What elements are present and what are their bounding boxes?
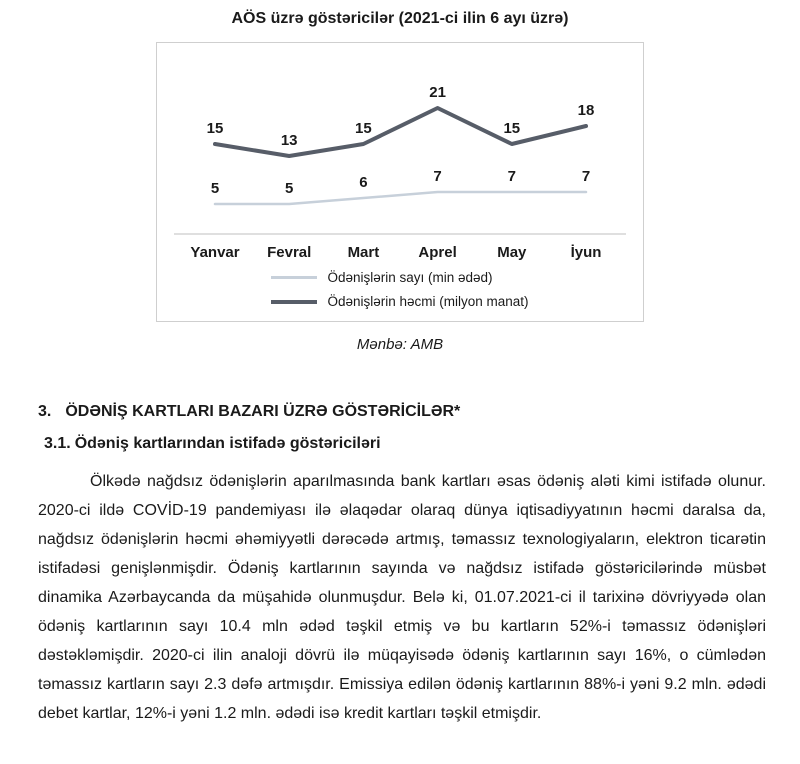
svg-text:7: 7 xyxy=(433,168,442,185)
svg-text:15: 15 xyxy=(355,120,372,137)
svg-text:5: 5 xyxy=(285,180,294,197)
svg-text:18: 18 xyxy=(577,102,595,119)
svg-text:13: 13 xyxy=(280,132,298,149)
section-heading xyxy=(38,403,800,421)
chart-title: AÖS üzrə göstəricilər (2021-ci ilin 6 ayı üzrə) xyxy=(231,10,569,27)
subsection-number: 3.1. xyxy=(44,435,71,452)
subsection-heading-text: Ödəniş kartlarından istifadə göstəriciləri xyxy=(74,435,381,452)
source-note: Mənbə: AMB xyxy=(356,336,444,353)
report-section xyxy=(0,403,800,728)
section-number: 3. xyxy=(38,403,52,420)
svg-text:Aprel: Aprel xyxy=(418,244,457,261)
body-paragraph: Ölkədə nağdsız ödənişlərin aparılmasında bank kartları əsas ödəniş aləti kimi istifadə olunur. 2020-ci ildə COVİD-19 pandemiyası ilə əlaqədar olaraq dünya iqtisadiyyatının həcmi daralsa da, nağdsız ödənişlərin həcmi əhəmiyyətli dərəcədə artmış, təmassız texnologiyaların, elektron ticarətin istifadəsi genişlənmişdir. Ödəniş kartlarının sayında və nağdsız istifadə göstəricilərində müsbət dinamika Azərbaycanda da müşahidə olunmuşdur. Belə ki, 01.07.2021-ci il tarixinə dövriyyədə olan ödəniş kartlarının sayı 10.4 mln ədəd təşkil etmiş və bu kartların 52%-i təmassız ödənişləri dəstəkləmişdir. 2020-ci ilin analoji dövrü ilə müqayisədə ödəniş kartlarının sayı 16%, o cümlədən təmassız kartların sayı 2.3 dəfə artmışdır. Emissiya edilən ödəniş kartlarının 88%-i yəni 9.2 mln. ədədi debet kartlar, 12%-i yəni 1.2 mln. ədədi isə kredit kartları təşkil etmişdir. xyxy=(38,473,766,722)
subsection-heading xyxy=(44,435,800,453)
svg-text:İyun: İyun xyxy=(570,244,602,261)
chart-legend xyxy=(271,270,528,309)
svg-text:21: 21 xyxy=(429,84,446,101)
legend-label: Ödənişlərin həcmi (milyon manat) xyxy=(327,294,529,309)
legend-swatch xyxy=(271,300,317,304)
line-chart-container xyxy=(156,42,644,322)
svg-text:Yanvar: Yanvar xyxy=(190,244,240,261)
section-heading-text: ÖDƏNİŞ KARTLARI BAZARI ÜZRƏ GÖSTƏRİCİLƏR* xyxy=(65,403,461,420)
svg-text:7: 7 xyxy=(581,168,591,185)
svg-text:15: 15 xyxy=(503,120,521,137)
legend-item xyxy=(271,294,528,309)
svg-text:May: May xyxy=(497,244,527,261)
legend-swatch xyxy=(271,276,317,279)
svg-text:6: 6 xyxy=(359,174,368,191)
svg-text:15: 15 xyxy=(206,120,224,137)
svg-text:Mart: Mart xyxy=(347,244,380,261)
svg-text:Fevral: Fevral xyxy=(267,244,312,261)
svg-text:5: 5 xyxy=(210,180,220,197)
line-chart xyxy=(158,59,642,264)
legend-label: Ödənişlərin sayı (min ədəd) xyxy=(327,270,493,285)
legend-item xyxy=(271,270,492,285)
svg-text:7: 7 xyxy=(507,168,516,185)
